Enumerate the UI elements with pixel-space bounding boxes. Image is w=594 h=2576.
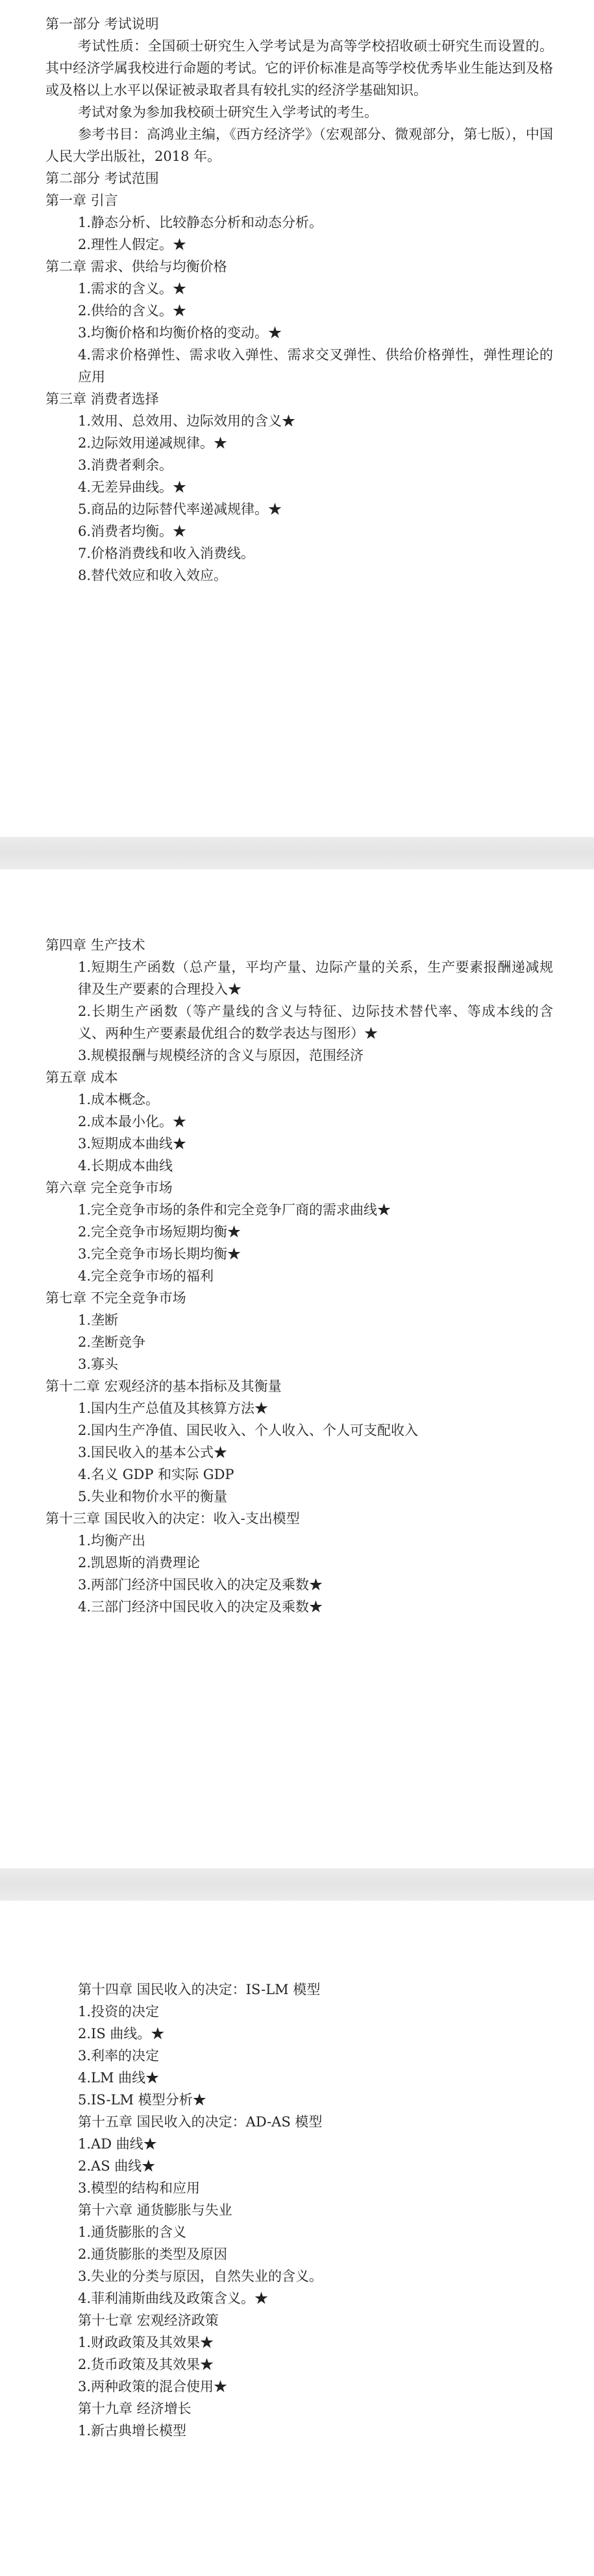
document-page-2 [0, 869, 594, 1868]
section-heading: 第四章 生产技术 [45, 937, 145, 953]
paragraph: 考试性质：全国硕士研究生入学考试是为高等学校招收硕士研究生而设置的。其中经济学属我校进行命题的考试。它的评价标准是高等学校优秀毕业生能达到及格或及格以上水平以保证被录取者具有较扎实的经济学基础知识。 [45, 38, 553, 98]
list-item: 3.短期成本曲线★ [78, 1136, 187, 1151]
list-item: 4.需求价格弹性、需求收入弹性、需求交叉弹性、供给价格弹性，弹性理论的应用 [78, 347, 553, 385]
page-3-content [78, 1979, 553, 2442]
list-item: 2.IS 曲线。★ [78, 2026, 165, 2041]
list-item: 4.名义 GDP 和实际 GDP [78, 1467, 234, 1482]
list-item: 2.凯恩斯的消费理论 [78, 1555, 201, 1571]
list-item: 2.边际效用递减规律。★ [78, 435, 228, 451]
section-heading: 第二部分 考试范围 [45, 171, 159, 186]
list-item: 3.完全竞争市场长期均衡★ [78, 1246, 241, 1262]
list-item: 6.消费者均衡。★ [78, 524, 187, 539]
section-heading: 第十二章 宏观经济的基本指标及其衡量 [45, 1378, 282, 1394]
list-item: 1.AD 曲线★ [78, 2136, 157, 2152]
list-item: 2.国内生产净值、国民收入、个人收入、个人可支配收入 [78, 1423, 419, 1438]
list-item: 2.长期生产函数（等产量线的含义与特征、边际技术替代率、等成本线的含义、两种生产要素最优组合的数学表达与图形）★ [78, 1004, 553, 1041]
section-heading: 第十九章 经济增长 [78, 2401, 192, 2416]
list-item: 1.通货膨胀的含义 [78, 2224, 187, 2240]
list-item: 2.通货膨胀的类型及原因 [78, 2246, 228, 2262]
list-item: 1.静态分析、比较静态分析和动态分析。 [78, 215, 323, 230]
section-heading: 第六章 完全竞争市场 [45, 1180, 173, 1196]
list-item: 4.三部门经济中国民收入的决定及乘数★ [78, 1599, 323, 1615]
list-item: 5.商品的边际替代率递减规律。★ [78, 501, 282, 517]
list-item: 4.LM 曲线★ [78, 2070, 160, 2086]
list-item: 3.两种政策的混合使用★ [78, 2379, 228, 2394]
list-item: 2.货币政策及其效果★ [78, 2357, 214, 2372]
list-item: 3.模型的结构和应用 [78, 2180, 201, 2196]
list-item: 1.成本概念。 [78, 1092, 160, 1107]
section-heading: 第十三章 国民收入的决定：收入-支出模型 [45, 1511, 300, 1526]
list-item: 3.国民收入的基本公式★ [78, 1445, 228, 1460]
list-item: 3.消费者剩余。 [78, 457, 173, 473]
list-item: 1.新古典增长模型 [78, 2423, 187, 2438]
list-item: 1.完全竞争市场的条件和完全竞争厂商的需求曲线★ [78, 1202, 391, 1218]
list-item: 1.效用、总效用、边际效用的含义★ [78, 413, 296, 429]
list-item: 3.均衡价格和均衡价格的变动。★ [78, 325, 282, 341]
list-item: 2.AS 曲线★ [78, 2158, 156, 2174]
list-item: 5.IS-LM 模型分析★ [78, 2092, 206, 2108]
list-item: 4.无差异曲线。★ [78, 479, 187, 495]
list-item: 5.失业和物价水平的衡量 [78, 1489, 228, 1504]
list-item: 2.成本最小化。★ [78, 1114, 187, 1129]
document-page-1 [0, 0, 594, 837]
document-page-3 [0, 1901, 594, 2576]
section-heading: 第一章 引言 [45, 193, 118, 208]
list-item: 1.投资的决定 [78, 2004, 160, 2019]
section-heading: 第十六章 通货膨胀与失业 [78, 2202, 232, 2218]
list-item: 1.需求的含义。★ [78, 281, 187, 296]
section-heading: 第七章 不完全竞争市场 [45, 1290, 186, 1306]
section-heading: 第十五章 国民收入的决定：AD-AS 模型 [78, 2114, 323, 2130]
section-heading: 第二章 需求、供给与均衡价格 [45, 259, 227, 274]
list-item: 1.国内生产总值及其核算方法★ [78, 1401, 269, 1416]
list-item: 2.完全竞争市场短期均衡★ [78, 1224, 241, 1240]
section-heading: 第五章 成本 [45, 1070, 118, 1085]
page-separator [0, 837, 594, 869]
list-item: 1.短期生产函数（总产量，平均产量、边际产量的关系，生产要素报酬递减规律及生产要素的合理投入★ [78, 959, 553, 997]
list-item: 1.均衡产出 [78, 1533, 146, 1548]
list-item: 3.利率的决定 [78, 2048, 160, 2064]
list-item: 3.规模报酬与规模经济的含义与原因，范围经济 [78, 1048, 364, 1063]
page-1-content [45, 13, 553, 586]
list-item: 4.完全竞争市场的福利 [78, 1268, 214, 1284]
list-item: 4.长期成本曲线 [78, 1158, 173, 1174]
list-item: 3.失业的分类与原因，自然失业的含义。 [78, 2269, 323, 2284]
list-item: 1.财政政策及其效果★ [78, 2335, 214, 2350]
section-heading: 第十四章 国民收入的决定：IS-LM 模型 [78, 1982, 321, 1997]
paragraph: 参考书目：高鸿业主编，《西方经济学》（宏观部分、微观部分，第七版），中国人民大学出版社，2018 年。 [45, 126, 553, 164]
list-item: 7.价格消费线和收入消费线。 [78, 546, 255, 561]
paragraph: 考试对象为参加我校硕士研究生入学考试的考生。 [78, 104, 378, 120]
page-2-content [45, 934, 553, 1618]
list-item: 3.寡头 [78, 1356, 119, 1372]
list-item: 8.替代效应和收入效应。 [78, 568, 228, 583]
page-separator [0, 1868, 594, 1901]
section-heading: 第十七章 宏观经济政策 [78, 2313, 219, 2328]
list-item: 2.理性人假定。★ [78, 237, 187, 252]
list-item: 4.菲利浦斯曲线及政策含义。★ [78, 2291, 269, 2306]
list-item: 1.垄断 [78, 1312, 119, 1328]
list-item: 2.垄断竞争 [78, 1334, 146, 1350]
section-heading: 第一部分 考试说明 [45, 16, 159, 32]
list-item: 3.两部门经济中国民收入的决定及乘数★ [78, 1577, 323, 1593]
list-item: 2.供给的含义。★ [78, 303, 187, 319]
section-heading: 第三章 消费者选择 [45, 391, 159, 407]
